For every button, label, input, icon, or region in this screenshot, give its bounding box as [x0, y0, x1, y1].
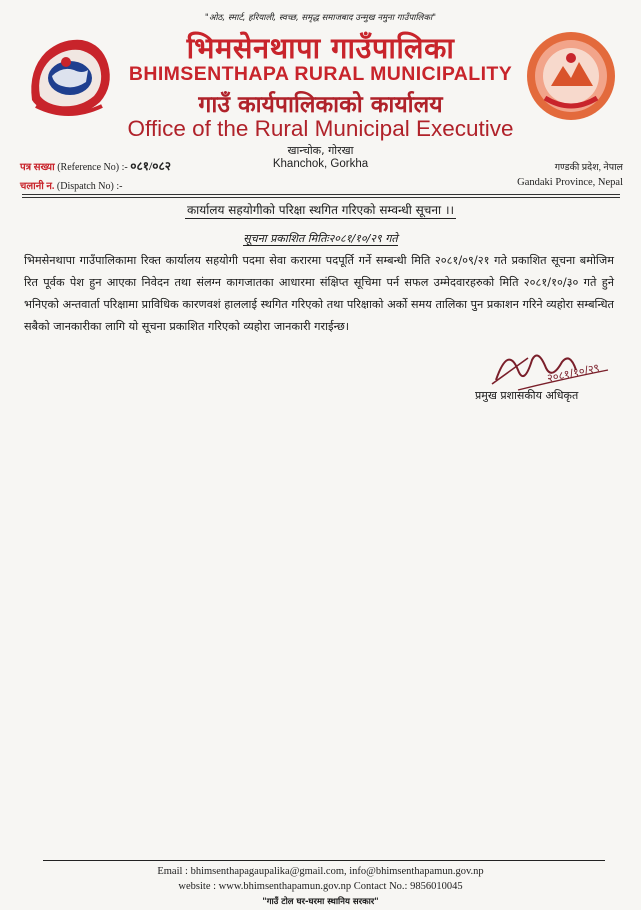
office-name-english: Office of the Rural Municipal Executive: [127, 116, 514, 141]
notice-subject: [0, 201, 641, 218]
notice-subject-text: कार्यालय सहयोगीको परिक्षा स्थगित गरिएको सम्वन्धी सूचना ।।: [186, 203, 455, 217]
header-slogan: "ओठ, स्मार्ट, हरियाली, स्वच्छ, समृद्ध समाजबाद उन्मुख नमुना गाउँपालिका": [204, 13, 437, 23]
footer-website-contact: website : www.bhimsenthapamun.gov.np Contact No.: 9856010045: [178, 881, 463, 892]
reference-label-nepali: पत्र सख्या: [20, 162, 55, 173]
signature-date: २०८१/१०/२९: [545, 361, 601, 385]
dispatch-label-nepali: चलानी न.: [20, 181, 55, 192]
footer-email: Email : bhimsenthapagaupalika@gmail.com, info@bhimsenthapamun.gov.np: [157, 866, 484, 877]
reference-number: [20, 157, 171, 174]
location-nepali: खान्चोक, गोरखा: [287, 144, 354, 157]
reference-label-english: (Reference No) :-: [57, 162, 128, 173]
footer-divider: [43, 860, 605, 861]
dispatch-number: [20, 178, 122, 192]
header-divider-secondary: [22, 197, 620, 198]
header-divider: [22, 194, 620, 195]
office-name-nepali: गाउँ कार्यपालिकाको कार्यालय: [198, 92, 443, 118]
province-english: Gandaki Province, Nepal: [517, 177, 623, 188]
municipality-name-english: BHIMSENTHAPA RURAL MUNICIPALITY: [128, 63, 513, 85]
municipality-name-nepali: भिमसेनथापा गाउँपालिका: [186, 31, 455, 65]
signatory-title: प्रमुख प्रशासकीय अधिकृत: [475, 389, 579, 402]
dispatch-label-english: (Dispatch No) :-: [56, 181, 123, 192]
footer-slogan: "गाउँ टोल घर-घरमा स्थानिय सरकार": [262, 897, 379, 907]
notice-published-date: [0, 231, 641, 246]
notice-body: भिमसेनथापा गाउँपालिकामा रिक्त कार्यालय सहयोगी पदमा सेवा करारमा पदपूर्ति गर्ने सम्बन्धी मिति २०८१/०९/२१ गते प्रकाशित सूचना बमोजिम रित पूर्वक पेश हुन आएका निवेदन तथा संलग्न कागजातका आधारमा संक्षिप्त सूचिमा पर्न सफल उम्मेदवारहरुको मिति २०८१/१०/३० गते हुने भनिएको अन्तवार्ता परिक्षामा प्राविधिक कारणवशं हाललाई स्थगित गरिएको तथा परिक्षाको अर्को समय तालिका पुन प्रकाशन गरिने व्यहोरा सम्बन्धित सबैको जानकारीका लागि यो सूचना प्रकाशित गरिएको व्यहोरा जानकारी गराईन्छ।: [24, 254, 614, 333]
reference-value: ०८१/०८२: [130, 159, 171, 173]
province-nepali: गण्डकी प्रदेश, नेपाल: [554, 163, 623, 173]
notice-published-date-text: सूचना प्रकाशित मितिः२०८१/१०/२९ गते: [243, 232, 398, 245]
location-english: Khanchok, Gorkha: [272, 158, 369, 170]
